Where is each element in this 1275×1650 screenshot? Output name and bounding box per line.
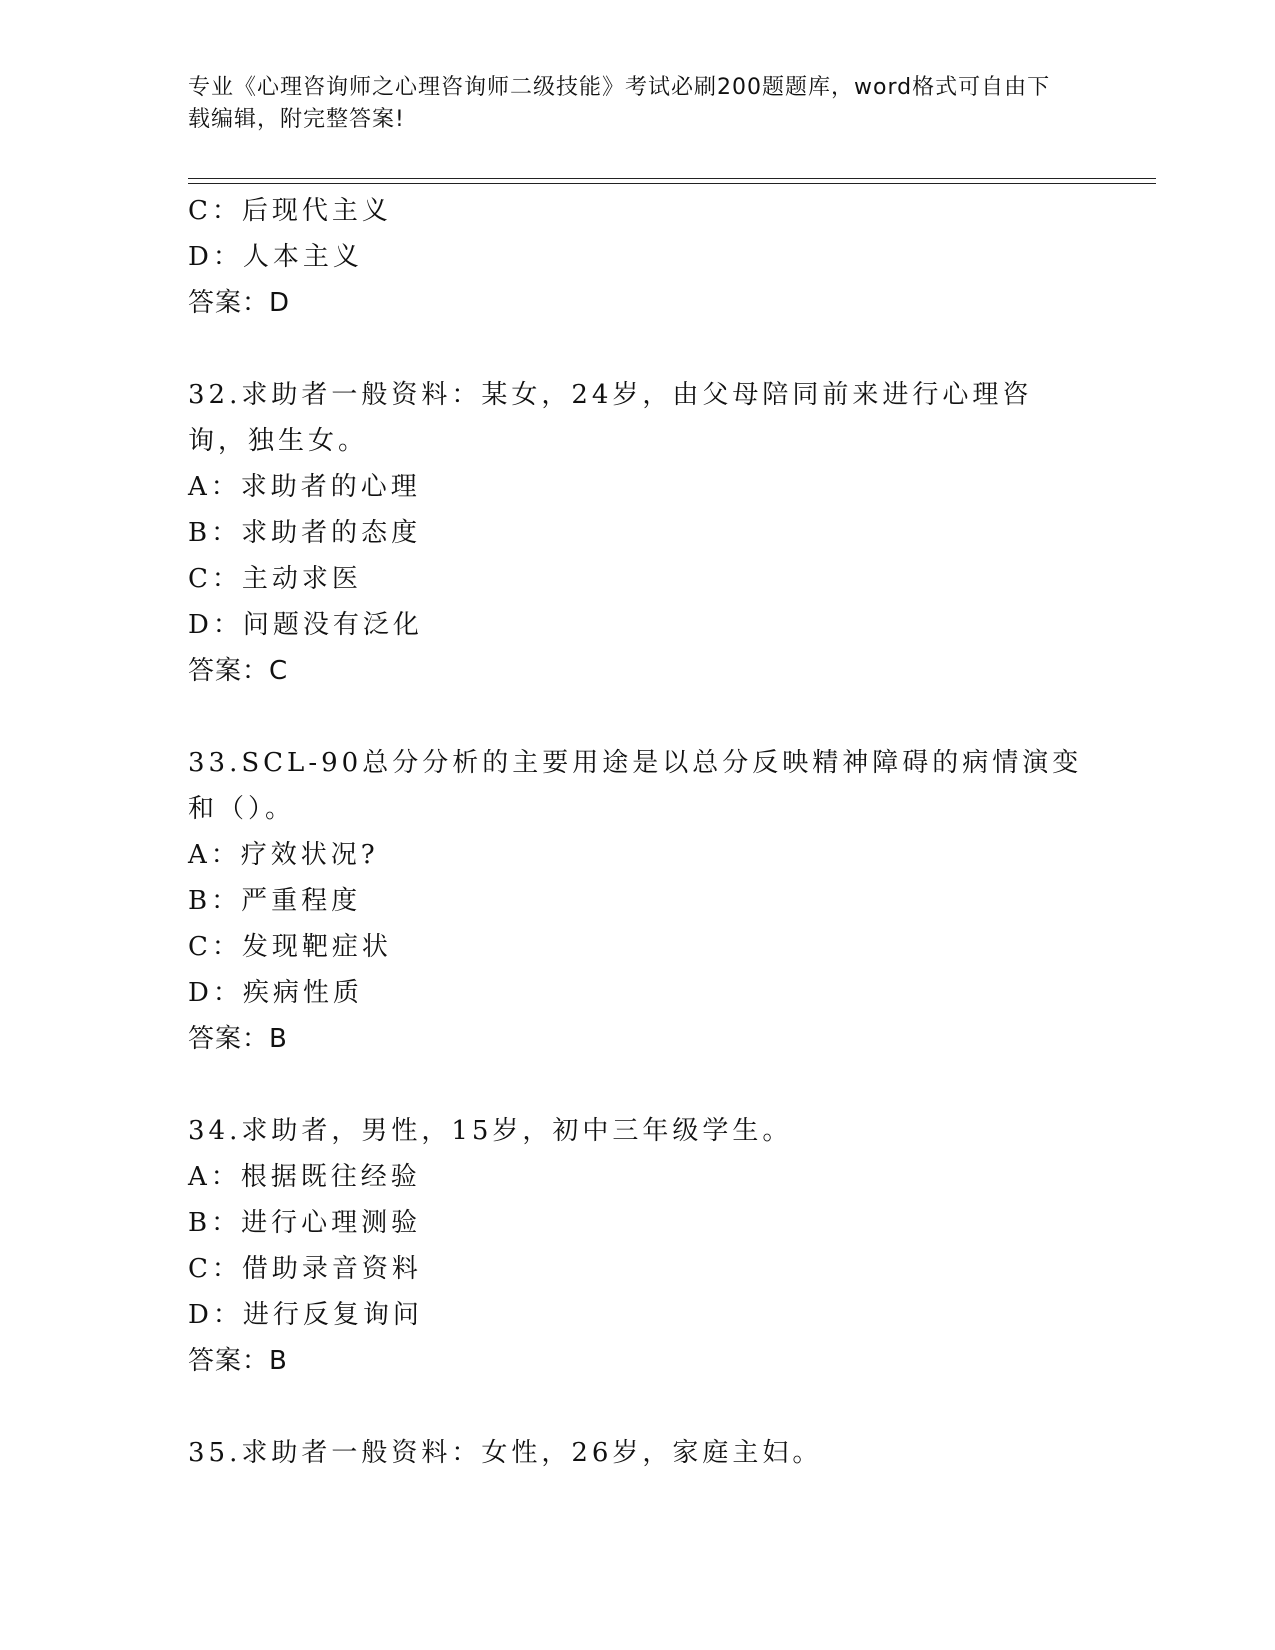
option-a: A：根据既往经验	[188, 1162, 421, 1192]
option-c: C：借助录音资料	[188, 1254, 422, 1284]
spacer	[188, 326, 1088, 372]
option-d: D：进行反复询问	[188, 1300, 423, 1330]
option-a: A：求助者的心理	[188, 472, 421, 502]
document-header: 专业《心理咨询师之心理咨询师二级技能》考试必刷200题题库，word格式可自由下载编辑，附完整答案!	[188, 75, 1051, 132]
option-d: D：人本主义	[188, 242, 363, 272]
question-stem: 33.SCL-90总分分析的主要用途是以总分反映精神障碍的病情演变和（）。	[188, 748, 1083, 824]
option-c: C：发现靶症状	[188, 932, 392, 962]
option-c: C：后现代主义	[188, 196, 392, 226]
question-stem: 34.求助者，男性，15岁，初中三年级学生。	[188, 1116, 793, 1146]
question-stem: 32.求助者一般资料：某女，24岁，由父母陪同前来进行心理咨询，独生女。	[188, 380, 1033, 456]
header-divider-bottom	[188, 183, 1156, 184]
option-d: D：问题没有泛化	[188, 610, 423, 640]
answer-line: 答案：B	[188, 1346, 288, 1376]
answer-line: 答案：D	[188, 288, 291, 318]
header-divider-top	[188, 178, 1156, 179]
option-d: D：疾病性质	[188, 978, 363, 1008]
spacer	[188, 1384, 1088, 1430]
answer-line: 答案：B	[188, 1024, 288, 1054]
question-list	[188, 188, 1088, 1476]
option-b: B：进行心理测验	[188, 1208, 422, 1238]
option-b: B：严重程度	[188, 886, 362, 916]
option-c: C：主动求医	[188, 564, 362, 594]
spacer	[188, 1062, 1088, 1108]
option-b: B：求助者的态度	[188, 518, 422, 548]
question-stem: 35.求助者一般资料：女性，26岁，家庭主妇。	[188, 1438, 823, 1468]
spacer	[188, 694, 1088, 740]
answer-line: 答案：C	[188, 656, 289, 686]
option-a: A：疗效状况?	[188, 840, 379, 870]
